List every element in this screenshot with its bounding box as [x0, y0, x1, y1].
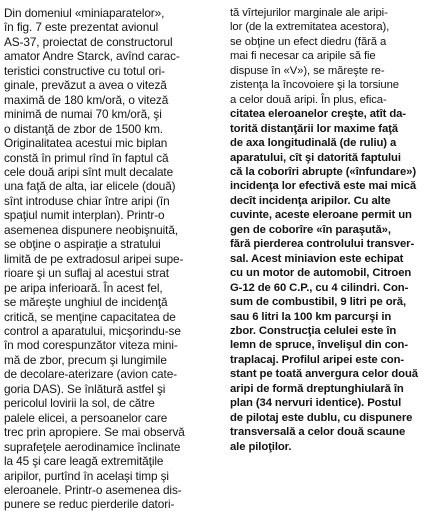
text-line: cele două aripi sînt mult decalate [4, 164, 174, 179]
text-line: a celor două aripi. În plus, efica- [230, 93, 387, 106]
text-line: pericolul lovirii la sol, de către [4, 396, 155, 411]
text-line: de pilotaj este dublu, cu dispunere [230, 411, 413, 424]
text-line: ginale, prevăzut a avea o viteză [4, 78, 167, 93]
text-line: lemn de spruce, învelişul din con- [230, 339, 409, 352]
text-line: mă de zbor, precum şi lungimile [4, 352, 167, 367]
text-line: stant pe toată anvergura celor două [230, 368, 418, 381]
text-line: de decolare-aterizare (avion cate- [4, 367, 177, 382]
text-line: tă vîrtejurilor marginale ale aripi- [230, 7, 388, 19]
text-line: minimă de numai 70 km/oră, şi [4, 107, 162, 122]
text-line: goria DAS). Se înlătură astfel şi [4, 381, 166, 396]
text-line: spaţiul numit interplan). Printr-o [4, 208, 165, 223]
text-line: punere se reduc pierderile datori- [4, 497, 175, 512]
text-line: eleroanele. Printr-o asemenea dis- [4, 482, 182, 497]
text-line: fără pierderea controlului transver- [230, 238, 415, 251]
text-line: control a aparatului, micşorindu-se [4, 323, 181, 338]
text-line: sau 6 litri la 100 km parcurşi in [230, 310, 392, 323]
text-line: trec prin apropiere. Se mai observă [4, 425, 185, 440]
text-line: mai fi necesar ca aripile să fie [230, 50, 376, 63]
text-line: Originalitatea acestui mic biplan [4, 136, 168, 151]
text-line: aripilor, purtînd în acelaşi timp şi [4, 468, 169, 483]
text-line: teristici constructive cu totul ori- [4, 63, 165, 78]
text-line: dispuse în «V»), se măreşte re- [230, 64, 385, 77]
text-line: la 45 şi care leagă extremităţile [4, 454, 164, 469]
text-line: cu un motor de automobil, Citroen [230, 267, 412, 280]
text-line: lor (de la extremitatea acestora), [230, 21, 390, 34]
text-line: ale piloţilor. [230, 440, 292, 453]
text-line: AS-37, proiectat de constructorul [4, 34, 173, 49]
text-line: asemenea dispunere neobişnuită, [4, 222, 178, 237]
text-line: limită de pe extradosul aripei supe- [4, 251, 184, 266]
text-line: sînt introduse chiar între aripi (în [4, 193, 170, 208]
text-line: critică, se menţine capacitatea de [4, 309, 176, 324]
text-line: zbor. Construcţia celulei este în [230, 324, 397, 337]
text-line: suprafeţele aerodinamice înclinate [4, 439, 181, 454]
text-line: în fig. 7 este prezentat avionul [4, 20, 159, 35]
text-line: că la coborîri abrupte («înfundare») [230, 165, 416, 178]
text-line: citatea eleroanelor creşte, atît da- [230, 108, 406, 121]
text-line: pe aripa inferioară. În acest fel, [4, 280, 163, 295]
text-line: una faţă de alta, iar elicele (două) [4, 179, 176, 194]
text-line: palele elicei, a persoanelor care [4, 410, 168, 425]
text-line: se obţine o aspiraţie a stratului [4, 237, 161, 252]
text-line: traplacaj. Profilul aripei este con- [230, 353, 405, 366]
text-line: sum de combustibil, 9 litri pe oră, [230, 296, 407, 309]
text-line: rioare şi un suflaj al acestui strat [4, 266, 169, 281]
text-line: decît incidenţa aripilor. Cu alte [230, 194, 391, 207]
text-line: în mod corespunzător viteza mini- [4, 338, 178, 353]
text-line: aripi de formă dreptunghiulară în [230, 382, 404, 395]
text-line: transversală a celor două scaune [230, 426, 406, 439]
text-line: se obţine un efect diedru (fără a [230, 35, 387, 48]
text-line: Din domeniul «miniaparatelor», [4, 6, 165, 20]
text-line: cuvinte, aceste eleroane permit un [230, 209, 412, 222]
text-line: amator Andre Starck, avînd carac- [4, 49, 180, 64]
left-column [4, 6, 226, 512]
text-line: aparatului, cît şi datorită faptului [230, 151, 401, 164]
text-line: torită distanţării lor maxime faţă [230, 122, 398, 135]
text-line: sal. Acest miniavion este echipat [230, 252, 404, 265]
text-line: incidenţa lor efectivă este mai mică [230, 180, 417, 193]
right-column [230, 6, 434, 454]
text-line: se măreşte unghiul de incidenţă [4, 295, 168, 310]
text-line: de axa longitudinală (de ruliu) a [230, 137, 397, 150]
text-line: gen de coborîre «în paraşută», [230, 223, 391, 236]
text-line: G-12 de 60 C.P., cu 4 cilindri. Con- [230, 281, 409, 294]
text-line: zistenţa la încovoiere şi la torsiune [230, 79, 399, 92]
text-line: plan (34 nervuri identice). Postul [230, 397, 402, 410]
text-line: constă în primul rînd în faptul că [4, 150, 169, 165]
text-line: maximă de 180 km/oră, o viteză [4, 92, 169, 107]
text-line: o distanţă de zbor de 1500 km. [4, 121, 163, 136]
